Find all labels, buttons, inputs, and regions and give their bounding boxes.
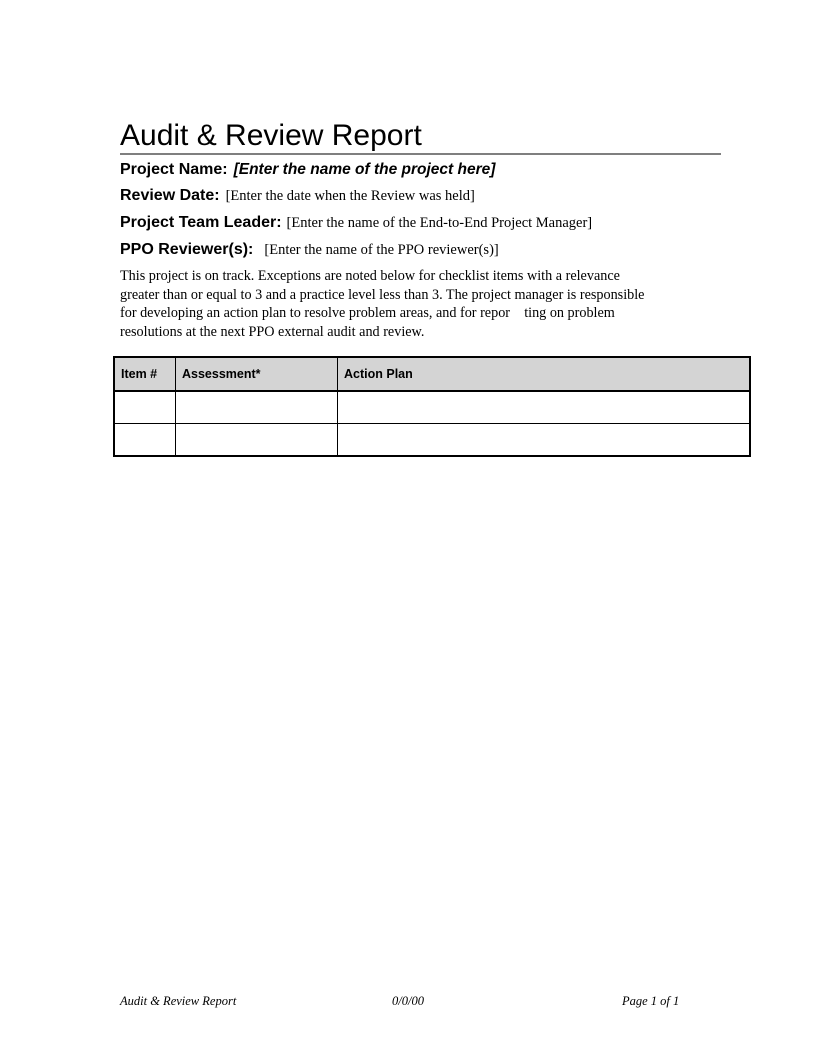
table-row <box>114 424 750 457</box>
header-item-number: Item # <box>114 357 176 391</box>
cell-action-plan[interactable] <box>338 391 751 424</box>
review-date-field <box>120 185 475 207</box>
project-name-value[interactable]: [Enter the name of the project here] <box>233 161 496 178</box>
paragraph-line-2: greater than or equal to 3 and a practice level less than 3. The project manager is responsible <box>120 286 645 303</box>
team-leader-field <box>120 212 592 234</box>
cell-assessment[interactable] <box>176 391 338 424</box>
team-leader-label: Project Team Leader: <box>120 214 282 231</box>
header-action-plan: Action Plan <box>338 357 751 391</box>
cell-item-number[interactable] <box>114 391 176 424</box>
exceptions-table <box>113 356 751 457</box>
project-name-field <box>120 159 495 181</box>
table-row <box>114 391 750 424</box>
review-date-value[interactable]: [Enter the date when the Review was held] <box>225 188 475 204</box>
footer-page-number: Page 1 of 1 <box>622 994 680 1008</box>
footer-date: 0/0/00 <box>392 994 424 1008</box>
review-date-label: Review Date: <box>120 187 220 204</box>
paragraph-line-4: resolutions at the next PPO external audit and review. <box>120 323 425 340</box>
table-header-row <box>114 357 750 391</box>
title-underline <box>120 153 721 155</box>
cell-item-number[interactable] <box>114 424 176 457</box>
ppo-reviewers-field <box>120 239 499 261</box>
cell-action-plan[interactable] <box>338 424 751 457</box>
ppo-reviewers-value[interactable]: [Enter the name of the PPO reviewer(s)] <box>264 242 499 258</box>
paragraph-line-3: for developing an action plan to resolve problem areas, and for repor ting on problem <box>120 305 615 322</box>
footer-document-title: Audit & Review Report <box>120 994 237 1008</box>
team-leader-value[interactable]: [Enter the name of the End-to-End Project Manager] <box>286 215 593 231</box>
project-name-label: Project Name: <box>120 161 228 178</box>
ppo-reviewers-label: PPO Reviewer(s): <box>120 241 254 258</box>
paragraph-line-1: This project is on track. Exceptions are noted below for checklist items with a relevance <box>120 268 620 284</box>
report-title: Audit & Review Report <box>120 119 422 152</box>
header-assessment: Assessment* <box>176 357 338 391</box>
status-paragraph <box>120 267 710 341</box>
cell-assessment[interactable] <box>176 424 338 457</box>
